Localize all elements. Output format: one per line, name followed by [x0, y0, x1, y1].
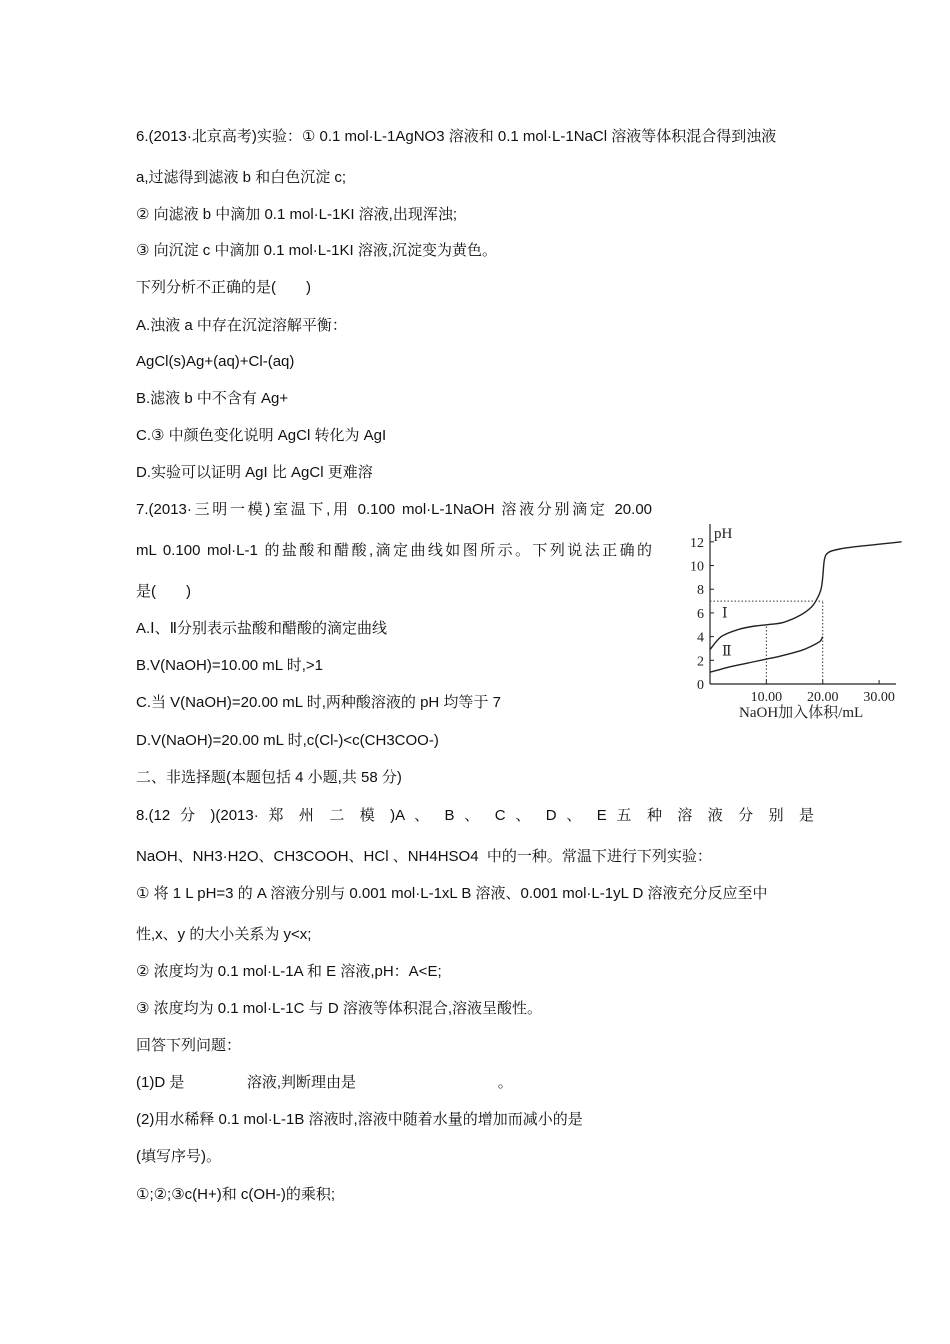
- q8-experiment-1a: ① 将 1 L pH=3 的 A 溶液分别与 0.001 mol·L-1xL B 溶液、0.001 mol·L-1yL D 溶液充分反应至中: [136, 885, 768, 902]
- titration-curve-chart: [676, 515, 906, 730]
- x-axis-label: NaOH加入体积/mL: [739, 705, 864, 721]
- q8-subquestion-2: (2)用水稀释 0.1 mol·L-1B 溶液时,溶液中随着水量的增加而减小的是: [136, 1111, 583, 1128]
- q6-stem-line-2: a,过滤得到滤液 b 和白色沉淀 c;: [136, 169, 347, 186]
- y-tick-label: 4: [697, 630, 704, 646]
- y-tick-label: 6: [697, 606, 704, 622]
- q8-stem-line-1: 8.(12 分 )(2013· 郑 州 二 模 )A 、 B 、 C 、 D 、 E 五 种 溶 液 分 别 是: [136, 807, 814, 824]
- y-tick-label: 0: [697, 678, 704, 693]
- q8-stem-line-2: NaOH、NH3·H2O、CH3COOH、HCl 、NH4HSO4 中的一种。常温下进行下列实验：: [136, 848, 712, 865]
- y-tick-label: 10: [690, 559, 704, 575]
- q6-option-c: C.③ 中颜色变化说明 AgCl 转化为 AgI: [136, 427, 387, 444]
- q8-subquestion-2-options: ①;②;③c(H+)和 c(OH-)的乘积;: [136, 1186, 336, 1203]
- q7-option-d: D.V(NaOH)=20.00 mL 时,c(Cl-)<c(CH3COO-): [136, 732, 439, 749]
- q7-option-b: B.V(NaOH)=10.00 mL 时,>1: [136, 657, 324, 674]
- q6-step-3: ③ 向沉淀 c 中滴加 0.1 mol·L-1KI 溶液,沉淀变为黄色。: [136, 242, 497, 259]
- q6-option-b: B.滤液 b 中不含有 Ag+: [136, 390, 289, 407]
- y-tick-label: 2: [697, 654, 704, 670]
- series-1-curve: [710, 542, 902, 650]
- y-tick-label: 12: [690, 535, 704, 551]
- q8-subquestion-2-note: (填写序号)。: [136, 1148, 221, 1165]
- titration-curve-svg: [676, 515, 906, 730]
- q7-stem-line-1: 7.(2013·三明一模)室温下,用 0.100 mol·L-1NaOH 溶液分别滴定 20.00: [136, 501, 652, 518]
- q8-experiment-3: ③ 浓度均为 0.1 mol·L-1C 与 D 溶液等体积混合,溶液呈酸性。: [136, 1000, 542, 1017]
- x-tick-label: 10.00: [750, 690, 783, 705]
- q6-step-2: ② 向滤液 b 中滴加 0.1 mol·L-1KI 溶液,出现浑浊;: [136, 206, 457, 223]
- series-2-label: Ⅱ: [722, 644, 732, 660]
- q8-experiment-1b: 性,x、y 的大小关系为 y<x;: [136, 926, 312, 943]
- x-tick-label: 20.00: [806, 690, 839, 705]
- q6-option-a-equation: AgCl(s)Ag+(aq)+Cl-(aq): [136, 353, 295, 370]
- x-tick-label: 30.00: [863, 690, 895, 705]
- q8-experiment-2: ② 浓度均为 0.1 mol·L-1A 和 E 溶液,pH：A<E;: [136, 963, 442, 980]
- q7-stem-line-3: 是( ): [136, 583, 191, 600]
- q6-stem-line-1: 6.(2013·北京高考)实验：① 0.1 mol·L-1AgNO3 溶液和 0.1 mol·L-1NaCl 溶液等体积混合得到浊液: [136, 128, 777, 145]
- q7-option-c: C.当 V(NaOH)=20.00 mL 时,两种酸溶液的 pH 均等于 7: [136, 694, 501, 711]
- series-1-label: Ⅰ: [722, 606, 728, 622]
- q6-question: 下列分析不正确的是( ): [136, 279, 311, 296]
- y-tick-label: 8: [697, 583, 704, 599]
- q6-option-a: A.浊液 a 中存在沉淀溶解平衡：: [136, 317, 347, 334]
- section-2-heading: 二、非选择题(本题包括 4 小题,共 58 分): [136, 769, 402, 786]
- q7-stem-line-2: mL 0.100 mol·L-1 的盐酸和醋酸,滴定曲线如图所示。下列说法正确的: [136, 542, 652, 559]
- q8-subquestion-1: (1)D 是 溶液,判断理由是 。: [136, 1074, 513, 1091]
- q6-option-d: D.实验可以证明 AgI 比 AgCl 更难溶: [136, 464, 373, 481]
- y-axis-label: pH: [714, 526, 733, 542]
- q7-option-a: A.Ⅰ、Ⅱ分别表示盐酸和醋酸的滴定曲线: [136, 620, 387, 637]
- q8-answer-prompt: 回答下列问题：: [136, 1037, 242, 1054]
